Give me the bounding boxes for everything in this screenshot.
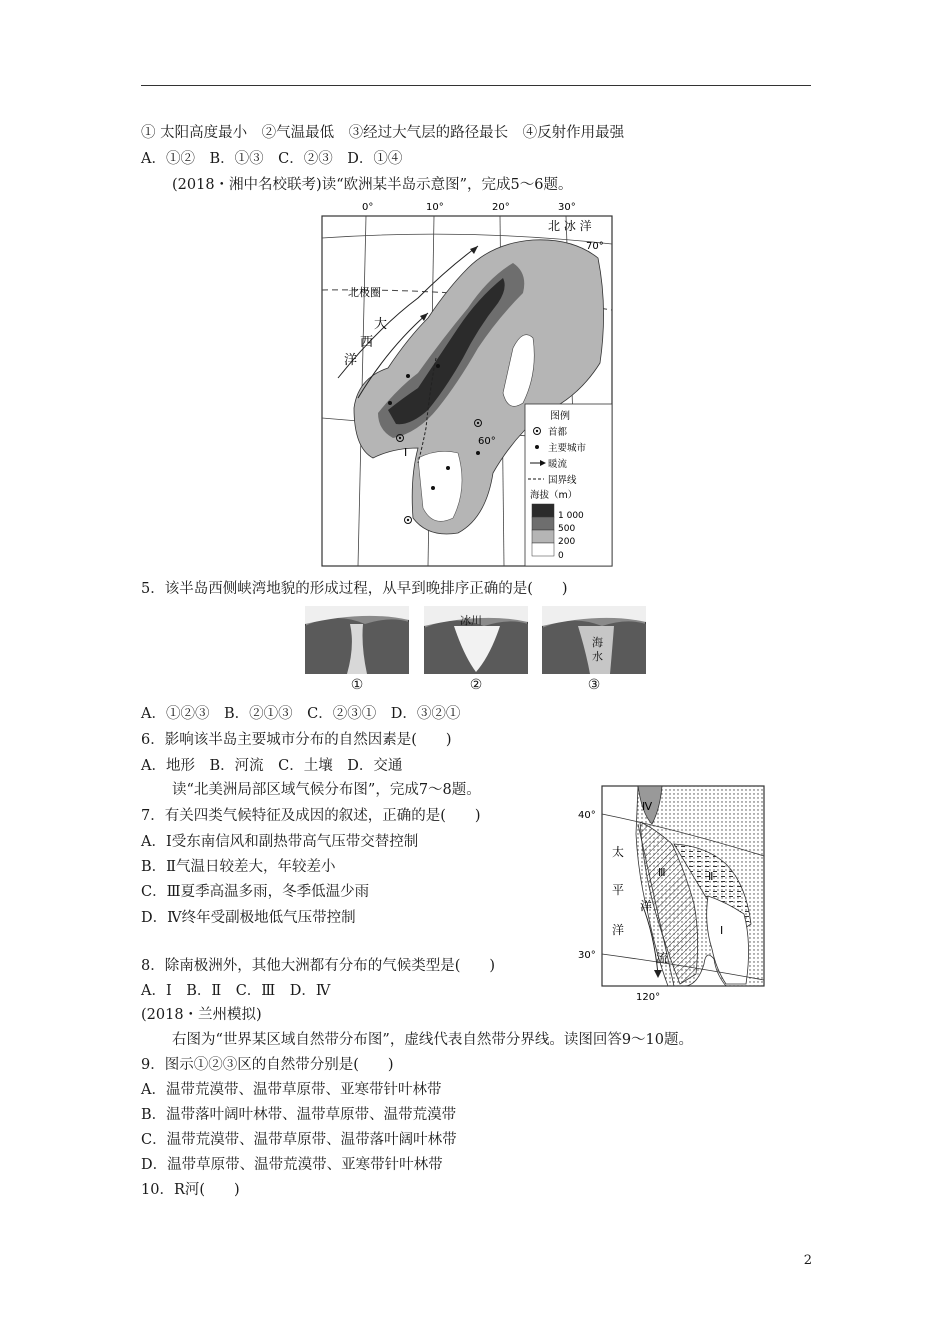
question-9: 9．图示①②③区的自然带分别是( ) [141,1057,394,1073]
q9-option-b: B．温带落叶阔叶林带、温带草原带、温带荒漠带 [141,1107,457,1123]
atlantic-label-2: 西 [360,335,374,350]
zone-one-label: Ⅰ [720,924,724,937]
atlantic-label-1: 大 [374,317,388,332]
fjord-caption-2: ② [469,677,483,693]
intro-q9-10: 右图为“世界某区域自然带分布图”，虚线代表自然带分界线。读图回答9～10题。 [172,1032,693,1048]
lon-label-10: 10° [426,202,444,213]
legend-elev-200: 200 [558,537,576,547]
intro-q7-8: 读“北美洲局部区域气候分布图”，完成7～8题。 [172,782,481,798]
zone-two-label: Ⅱ [708,870,714,883]
q7-option-c: C．Ⅲ夏季高温多雨，冬季低温少雨 [141,884,370,900]
arctic-ocean-label: 北 冰 洋 [548,219,592,233]
q9-option-a: A．温带荒漠带、温带草原带、亚寒带针叶林带 [141,1082,442,1098]
legend-elev-500: 500 [558,524,576,534]
question-5: 5．该半岛西侧峡湾地貌的形成过程，从早到晚排序正确的是( ) [141,581,568,597]
current-label: 流 [656,951,669,965]
q7-option-b: B．Ⅱ气温日较差大，年较差小 [141,859,336,875]
fjord-image-1 [305,606,409,674]
header-rule [141,85,811,86]
roman-one-label: Ⅰ [404,446,408,459]
legend-border: 国界线 [548,475,577,486]
lon-label-20: 20° [492,202,510,213]
source-q9-10: (2018・兰州模拟) [141,1007,262,1023]
europe-peninsula-map [318,198,618,570]
lat-label-60: 60° [478,436,496,447]
legend-elevation-title: 海拔（m） [530,490,578,501]
legend-current: 暖流 [548,459,568,470]
q4-choices: A．①② B．①③ C．②③ D．①④ [141,151,403,167]
lon-label-0: 0° [362,202,374,213]
map2-lat-40: 40° [578,810,596,821]
intro-q5-6: (2018・湘中名校联考)读“欧洲某半岛示意图”，完成5～6题。 [172,177,573,193]
atlantic-label-3: 洋 [344,353,358,368]
pacific-label-1: 太 [612,845,625,859]
q7-option-d: D．Ⅳ终年受副极地低气压带控制 [141,910,356,926]
fjord-sea-label-1: 海 [592,636,603,649]
zone-four-label: Ⅳ [642,800,653,813]
fjord-glacier-label: 冰川 [460,614,482,627]
q6-choices: A．地形 B．河流 C．土壤 D．交通 [141,758,403,774]
question-7: 7．有关四类气候特征及成因的叙述，正确的是( ) [141,808,481,824]
map2-lat-30: 30° [578,950,596,961]
fjord-sea-label-2: 水 [592,650,603,663]
q8-choices: A．Ⅰ B．Ⅱ C．Ⅲ D．Ⅳ [141,983,331,999]
q5-choices: A．①②③ B．②①③ C．②③① D．③②① [141,706,461,722]
north-america-climate-map [576,784,766,1006]
legend-title: 图例 [550,411,570,422]
fjord-caption-1: ① [350,677,364,693]
pacific-label-yang: 洋 [640,899,653,913]
arctic-circle-label: 北极圈 [348,286,381,299]
legend-elev-1000: 1 000 [558,511,584,521]
question-6: 6．影响该半岛主要城市分布的自然因素是( ) [141,732,452,748]
question-8: 8．除南极洲外，其他大洲都有分布的气候类型是( ) [141,958,496,974]
q9-option-c: C．温带荒漠带、温带草原带、温带落叶阔叶林带 [141,1132,457,1148]
q4-options-line: ① 太阳高度最小 ②气温最低 ③经过大气层的路径最长 ④反射作用最强 [141,125,625,141]
map2-lon-120: 120° [636,992,661,1003]
zone-three-label: Ⅲ [658,866,666,879]
lat-label-70: 70° [586,241,604,252]
fjord-image-2 [424,606,528,674]
legend-city: 主要城市 [548,443,587,454]
pacific-label-3: 洋 [612,923,625,937]
fjord-image-3 [542,606,646,674]
fjord-caption-3: ③ [587,677,601,693]
pacific-label-2: 平 [612,883,625,897]
q9-option-d: D．温带草原带、温带荒漠带、亚寒带针叶林带 [141,1157,443,1173]
question-10: 10．R河( ) [141,1182,240,1198]
page-number: 2 [803,1253,812,1268]
legend-capital: 首都 [548,427,568,438]
q7-option-a: A．Ⅰ受东南信风和副热带高气压带交替控制 [141,834,419,850]
lon-label-30: 30° [558,202,576,213]
legend-elev-0: 0 [558,551,564,561]
